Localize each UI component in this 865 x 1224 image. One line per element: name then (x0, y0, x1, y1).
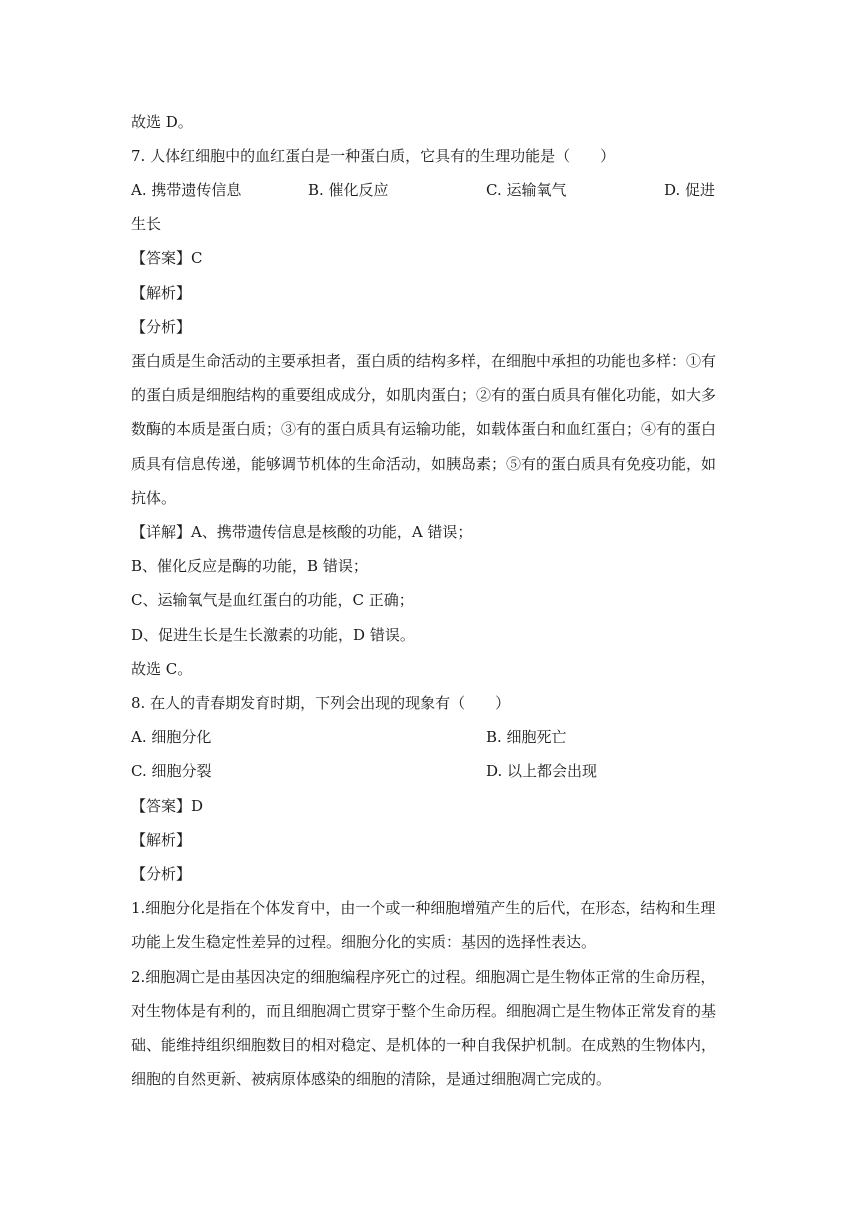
q8-answer: 【答案】D (131, 797, 204, 815)
q7-analysis-line: 的蛋白质是细胞结构的重要组成成分，如肌肉蛋白；②有的蛋白质具有催化功能，如大多 (131, 386, 717, 404)
q7-stem: 7. 人体红细胞中的血红蛋白是一种蛋白质，它具有的生理功能是（ ） (131, 147, 616, 165)
previous-conclusion: 故选 D。 (131, 113, 193, 131)
q7-conclusion: 故选 C。 (131, 660, 193, 678)
q8-option-d: D. 以上都会出现 (486, 762, 598, 780)
q8-fenxi-heading: 【分析】 (131, 865, 192, 883)
q8-analysis-line: 细胞的自然更新、被病原体感染的细胞的清除，是通过细胞凋亡完成的。 (131, 1070, 612, 1088)
q7-analysis-line: 质具有信息传递，能够调节机体的生命活动，如胰岛素；⑤有的蛋白质具有免疫功能，如 (131, 455, 717, 473)
q7-option-a: A. 携带遗传信息 (131, 181, 242, 199)
q7-detail-line: C、运输氧气是血红蛋白的功能，C 正确； (131, 591, 414, 609)
q7-detail-line: 【详解】A、携带遗传信息是核酸的功能，A 错误； (131, 523, 473, 541)
q8-analysis-line: 功能上发生稳定性差异的过程。细胞分化的实质：基因的选择性表达。 (131, 933, 597, 951)
q7-option-d-continued: 生长 (131, 215, 162, 233)
q7-answer: 【答案】C (131, 249, 203, 267)
q8-analysis-line: 1.细胞分化是指在个体发育中，由一个或一种细胞增殖产生的后代，在形态，结构和生理 (131, 899, 716, 917)
q7-analysis-line: 抗体。 (131, 489, 177, 507)
q7-analysis-line: 数酶的本质是蛋白质；③有的蛋白质具有运输功能，如载体蛋白和血红蛋白；④有的蛋白 (131, 420, 717, 438)
q7-jiexi-heading: 【解析】 (131, 284, 192, 302)
q8-analysis-line: 2.细胞凋亡是由基因决定的细胞编程序死亡的过程。细胞凋亡是生物体正常的生命历程， (131, 968, 716, 986)
q7-option-d: D. 促进 (664, 181, 716, 199)
q7-fenxi-heading: 【分析】 (131, 318, 192, 336)
q8-option-b: B. 细胞死亡 (486, 728, 567, 746)
q7-analysis-line: 蛋白质是生命活动的主要承担者，蛋白质的结构多样，在细胞中承担的功能也多样：①有 (131, 352, 717, 370)
q8-jiexi-heading: 【解析】 (131, 831, 192, 849)
q7-detail-line: D、促进生长是生长激素的功能，D 错误。 (131, 626, 415, 644)
q8-analysis-line: 对生物体是有利的，而且细胞凋亡贯穿于整个生命历程。细胞凋亡是生物体正常发育的基 (131, 1002, 717, 1020)
q7-option-c: C. 运输氧气 (486, 181, 567, 199)
q8-analysis-line: 础、能维持组织细胞数目的相对稳定、是机体的一种自我保护机制。在成熟的生物体内， (131, 1036, 717, 1054)
q7-detail-line: B、催化反应是酶的功能，B 错误； (131, 557, 368, 575)
q8-option-c: C. 细胞分裂 (131, 762, 212, 780)
q8-stem: 8. 在人的青春期发育时期，下列会出现的现象有（ ） (131, 694, 511, 712)
q7-option-b: B. 催化反应 (308, 181, 389, 199)
q8-option-a: A. 细胞分化 (131, 728, 212, 746)
